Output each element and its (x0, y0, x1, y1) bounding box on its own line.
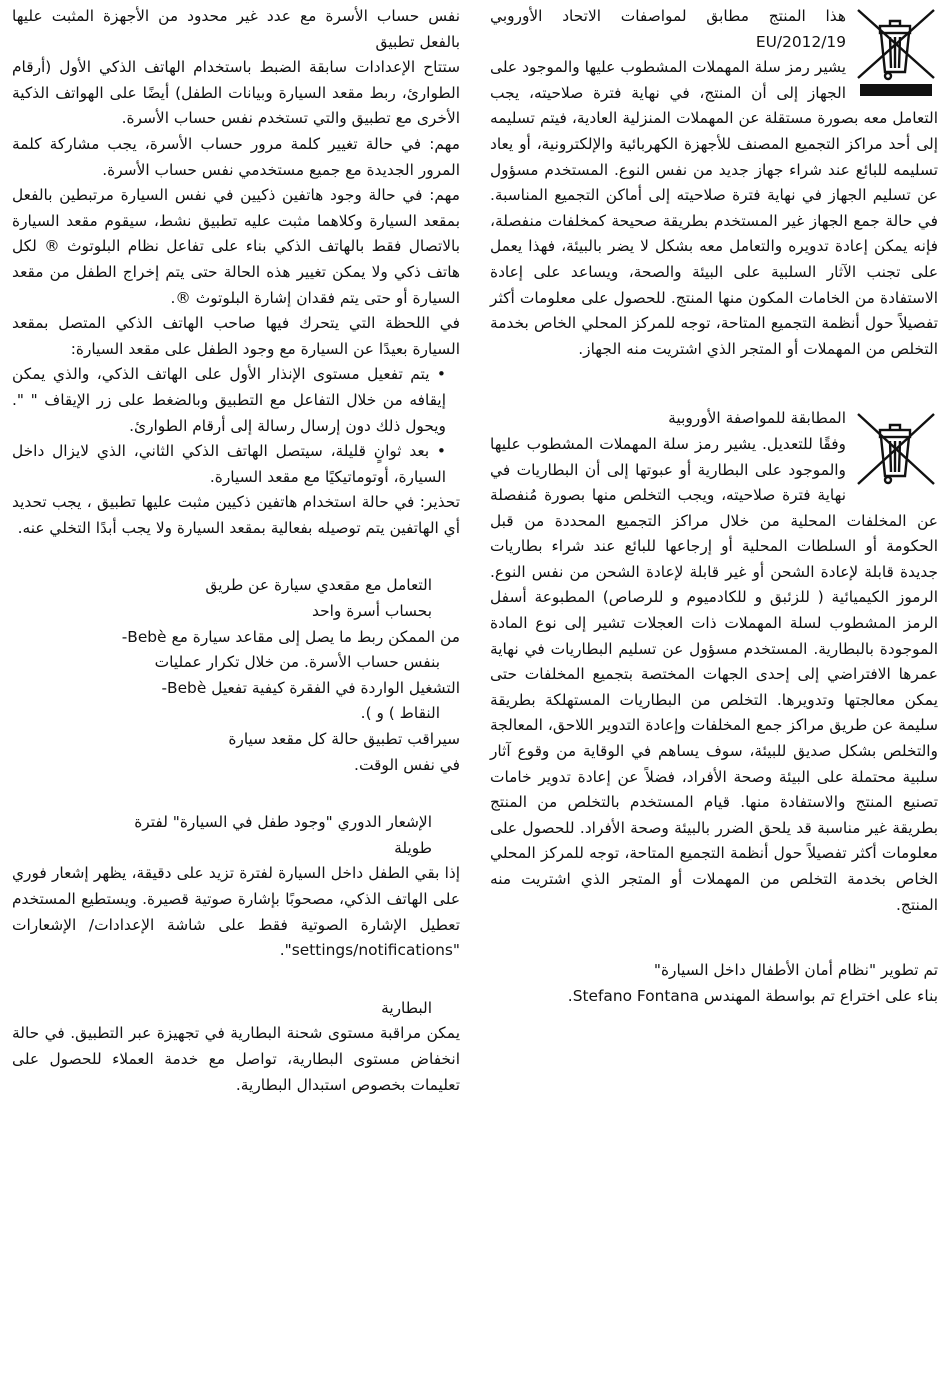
right-column (490, 4, 938, 1009)
weee-disposal-text: يشير رمز سلة المهملات المشطوب عليها والموجود على الجهاز إلى أن المنتج، في نهاية فترة صلاحيته، يجب التعامل معه بصورة مستقلة عن المهملات المنزلية العادية، فيتم تسليمه إلى أحد مراكز التجميع المصنف للأجهزة الكهربائية والإلكترونية، أو يعاد تسليمه للبائع عند شراء جهاز جديد من نفس النوع. المستخدم مسؤول عن تسليم الجهاز في نهاية فترة صلاحيته إلى أماكن التجميع المناسبة. في حالة جمع الجهاز غير المستخدم بطريقة صحيحة كمخلفات منفصلة، فإنه يمكن إعادة تدويره والتعامل معه بشكل لا يضر بالبيئة، فهذا يعمل على تجنب الآثار السلبية على البيئة والصحة، ويساعد على إعادة الاستفادة من الخامات المكون منها المنتج. للحصول على معلومات أكثر تفصيلاً حول أنظمة التجميع المتاحة، توجه للمركز المحلي الخاص بخدمة التخلص من المهملات أو المتجر الذي اشتريت منه الجهاز. (490, 58, 938, 358)
section-title-periodic-notice: الإشعار الدوري "وجود طفل في السيارة" لفترة (134, 813, 432, 832)
section-title-two-seats: التعامل مع مقعدي سيارة عن طريق (205, 576, 432, 595)
two-seats-line: بنفس حساب الأسرة. من خلال تكرار عمليات (154, 653, 440, 672)
list-item: • بعد ثوانٍ قليلة، سيتصل الهاتف الذكي الثاني، الذي لايزال داخل السيارة، أوتوماتيكيًا مع مقعد السيارة. (12, 442, 446, 486)
password-note: مهم: في حالة تغيير كلمة مرور حساب الأسرة، يجب مشاركة كلمة المرور الجديدة مع جميع مستخدمي نفس حساب الأسرة. (12, 134, 460, 179)
list-item: • يتم تفعيل مستوى الإنذار الأول على الهاتف الذكي، والذي يمكن إيقافه من خلال التفاعل مع التطبيق وبالضغط على زر الإيقاف " ". ويحول ذلك دون إرسال رسالة إلى أرقام الطوارئ. (12, 365, 446, 435)
credit-block (490, 958, 938, 1009)
two-seats-line: التشغيل الواردة في الفقرة كيفية تفعيل Bebè- (161, 678, 460, 697)
two-seats-line: في نفس الوقت. (354, 755, 460, 774)
periodic-notice-text: إذا بقي الطفل داخل السيارة لفترة تزيد على دقيقة، يظهر إشعار فوري على الهاتف الذكي، مصحوبًا بإشارة صوتية قصيرة. ويستطيع المستخدم تعطيل الإشارة الصوتية فقط على شاشة الإعدادات/ الإشعارات "settings/notifications". (12, 864, 460, 960)
section-title-periodic-notice-line2: طويلة (394, 838, 432, 857)
credit-line-2: بناء على اختراع تم بواسطة المهندس Stefano Fontana. (567, 986, 938, 1005)
spacer (12, 541, 460, 573)
credit-line-1: تم تطوير "نظام أمان الأطفال داخل السيارة" (653, 961, 938, 980)
section-title-battery: البطارية (381, 998, 432, 1017)
warning-text: تحذير: في حالة استخدام هاتفين ذكيين مثبت عليها تطبيق ، يجب تحديد أي الهاتفين يتم توصيله بفعالية بمقعد السيارة ولا يجب أبدًا التخلي عنه. (12, 493, 460, 537)
two-seats-line: سيراقب تطبيق حالة كل مقعد سيارة (228, 730, 460, 749)
owner-leaves-text: في اللحظة التي يتحرك فيها صاحب الهاتف الذكي المتصل بمقعد السيارة بعيدًا عن السيارة مع وجود الطفل على مقعد السيارة: (12, 314, 460, 358)
spacer (12, 964, 460, 996)
battery-text: يمكن مراقبة مستوى شحنة البطارية في تجهيزة عبر التطبيق. في حالة انخفاض مستوى البطارية، تواصل مع خدمة العملاء للحصول على تعليمات بخصوص استبدال البطارية. (12, 1024, 460, 1094)
spacer (12, 778, 460, 810)
section-title-two-seats-line2: بحساب أسرة واحد (312, 602, 432, 621)
battery-bin-icon (854, 408, 938, 500)
battery-section-title: المطابقة للمواصفة الأوروبية (668, 409, 846, 428)
two-phones-note: مهم: في حالة وجود هاتفين ذكيين في نفس السيارة مرتبطين بالفعل بمقعد السيارة وكلاهما مثبت عليه تطبيق نشط، سيقوم مقعد السيارة بالاتصال فقط بالهاتف الذكي بناء على تفاعل نظام البلوتوث ® لكل هاتف ذكي ولا يمكن تغيير هذه الحالة حتى يتم إخراج الطفل من مقعد السيارة أو حتى يتم فقدان إشارة البلوتوث ®. (12, 186, 460, 307)
two-seats-line: النقاط ) و ). (360, 704, 440, 723)
family-account-text: نفس حساب الأسرة مع عدد غير محدود من الأجهزة المثبت عليها بالفعل تطبيق (12, 7, 460, 51)
two-seats-line: من الممكن ربط ما يصل إلى مقاعد سيارة مع Bebè- (121, 627, 460, 646)
left-column (12, 4, 460, 1098)
battery-disposal-text: وفقًا للتعديل. يشير رمز سلة المهملات المشطوب عليها والموجود على البطارية أو عبوتها إلى أن البطاريات في نهاية فترة صلاحيته، ويجب التخلص منها بصورة مُنفصلة عن المخلفات المحلية من خلال مراكز التجميع المحددة من قبل الحكومة أو السلطات المحلية أو إرجاعها للبائع عند شراء بطاريات جديدة قابلة لإعادة الشحن أو غير قابلة لإعادة الشحن من نفس النوع. الرموز الكيميائية ( للزئبق و للكادميوم و للرصاص) المطبوعة أسفل الرمز المشطوب لسلة المهملات ذات العجلات تشير إلى نوع المادة الموجودة بالبطارية. المستخدم مسؤول عن تسليم البطاريات في نهاية عمرها الافتراضي إلى إحدى الجهات المختصة بتجميع المخلفات حتى يمكن معالجتها وتدويرها. التخلص من البطاريات المستهلكة بطريقة سليمة عن طريق مراكز جمع المخلفات وإعادة التدوير اللاحق، المعالجة والتخلص بشكل صديق للبيئة، سوف يساهم في الوقاية من وقوع آثار سلبية محتملة على البيئة وصحة الأفراد، فضلاً عن إعادة تدوير خامات تصنيع المنتج والاستفادة منها. قيام المستخدم بالتخلص من المنتج بطريقة غير مناسبة قد يلحق الضرر بالبيئة وصحة الأفراد. للحصول على معلومات أكثر تفصيلاً حول أنظمة التجميع المتاحة، توجه للمركز المحلي الخاص بخدمة التخلص من المهملات أو المتجر الذي اشتريت منه المنتج. (490, 434, 938, 914)
settings-share-text: ستتاح الإعدادات سابقة الضبط باستخدام الهاتف الذكي الأول (أرقام الطوارئ، ربط مقعد السيارة وبيانات الطفل) أيضًا على الهواتف الذكية الأخرى مع تطبيق والتي تستخدم نفس حساب الأسرة. (12, 58, 460, 128)
crossed-bin-icon (854, 6, 938, 98)
weee-compliance-text: هذا المنتج مطابق لمواصفات الاتحاد الأوروبي 2012/19/EU (490, 7, 846, 51)
spacer (490, 362, 938, 406)
